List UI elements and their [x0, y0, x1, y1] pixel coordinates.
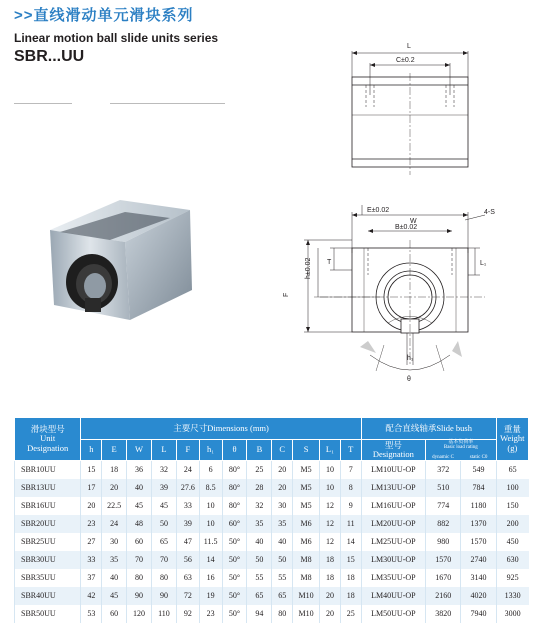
col-C: C	[272, 440, 293, 461]
table-cell: LM25UU-OP	[361, 533, 425, 551]
table-cell: 20	[320, 587, 341, 605]
col-E: E	[102, 440, 127, 461]
table-cell: 80°	[222, 497, 247, 515]
table-cell: 90	[152, 587, 177, 605]
table-row	[15, 587, 529, 605]
table-cell: 23	[81, 515, 102, 533]
table-cell: 30	[272, 497, 293, 515]
table-cell: 33	[81, 551, 102, 569]
dim-theta-label: θ	[407, 376, 411, 383]
bush-race	[84, 273, 106, 299]
table-cell: LM10UU-OP	[361, 460, 425, 479]
table-cell: 1370	[461, 515, 496, 533]
table-cell: 18	[102, 460, 127, 479]
col-W: W	[127, 440, 152, 461]
dim-F-label: F	[283, 292, 290, 297]
col-F: F	[176, 440, 199, 461]
table-cell: 36	[127, 460, 152, 479]
table-cell: 15	[81, 460, 102, 479]
table-cell: 7940	[461, 605, 496, 623]
table-row	[15, 515, 529, 533]
table-cell: 37	[81, 569, 102, 587]
table-cell: M5	[293, 497, 320, 515]
technical-drawing	[280, 35, 530, 430]
table-cell: 65	[247, 587, 272, 605]
table-cell: LM20UU-OP	[361, 515, 425, 533]
table-cell: 42	[81, 587, 102, 605]
table-cell: LM35UU-OP	[361, 569, 425, 587]
dim-4S-label: 4-S	[484, 209, 495, 216]
col-B: B	[247, 440, 272, 461]
table-row	[15, 533, 529, 551]
table-cell: 60	[102, 605, 127, 623]
dim-L1-label: L₁	[480, 260, 487, 267]
table-cell: 50°	[222, 551, 247, 569]
table-cell: 10	[199, 515, 222, 533]
table-cell: 7	[340, 460, 361, 479]
dim-W-label: W	[410, 218, 417, 225]
table-cell: 774	[426, 497, 461, 515]
table-cell: 1570	[461, 533, 496, 551]
table-row	[15, 569, 529, 587]
table-cell: 10	[320, 479, 341, 497]
bush-slot	[85, 298, 101, 312]
slide-bush-header: 配合直线轴承Slide bush	[361, 418, 496, 440]
model-series: SBR...UU	[14, 48, 85, 65]
table-cell: 32	[152, 460, 177, 479]
table-cell: 2160	[426, 587, 461, 605]
table-cell: 20	[272, 479, 293, 497]
dim-L-label: L	[407, 43, 411, 50]
table-cell: SBR10UU	[15, 460, 81, 479]
table-cell: 549	[461, 460, 496, 479]
table-cell: 50°	[222, 605, 247, 623]
table-cell: 25	[247, 460, 272, 479]
table-cell: 39	[152, 479, 177, 497]
dim-h1-label: h₁	[407, 355, 414, 362]
col-S: S	[293, 440, 320, 461]
table-cell: 35	[272, 515, 293, 533]
table-row	[15, 460, 529, 479]
table-cell: SBR30UU	[15, 551, 81, 569]
table-cell: 27.6	[176, 479, 199, 497]
col-L1: L₁	[320, 440, 341, 461]
table-cell: M8	[293, 569, 320, 587]
table-cell: 4020	[461, 587, 496, 605]
table-cell: 25	[340, 605, 361, 623]
table-cell: SBR40UU	[15, 587, 81, 605]
table-cell: 50	[247, 551, 272, 569]
table-cell: 24	[176, 460, 199, 479]
table-cell: 1180	[461, 497, 496, 515]
table-cell: 11.5	[199, 533, 222, 551]
table-cell: M10	[293, 587, 320, 605]
table-cell: 15	[340, 551, 361, 569]
table-cell: 16	[199, 569, 222, 587]
dimensions-header: 主要尺寸Dimensions (mm)	[81, 418, 361, 440]
table-cell: 630	[496, 551, 528, 569]
table-cell: 23	[199, 605, 222, 623]
table-cell: SBR35UU	[15, 569, 81, 587]
table-cell: 70	[152, 551, 177, 569]
table-cell: 92	[176, 605, 199, 623]
table-cell: 120	[127, 605, 152, 623]
bush-designation-header: 型号 Designation	[361, 440, 425, 461]
table-cell: 53	[81, 605, 102, 623]
table-cell: 45	[127, 497, 152, 515]
table-row	[15, 479, 529, 497]
table-cell: 18	[320, 569, 341, 587]
table-cell: 60°	[222, 515, 247, 533]
table-cell: M5	[293, 479, 320, 497]
table-cell: 10	[320, 460, 341, 479]
table-cell: 94	[247, 605, 272, 623]
divider-left	[14, 103, 72, 104]
table-cell: 450	[496, 533, 528, 551]
table-cell: M10	[293, 605, 320, 623]
table-cell: 30	[102, 533, 127, 551]
table-cell: 1570	[426, 551, 461, 569]
table-cell: 80°	[222, 460, 247, 479]
col-h1: h₁	[199, 440, 222, 461]
table-cell: 14	[340, 533, 361, 551]
table-cell: 63	[176, 569, 199, 587]
dim-h-label: h±0.02	[305, 257, 312, 279]
table-cell: M6	[293, 533, 320, 551]
table-cell: 3000	[496, 605, 528, 623]
table-cell: 70	[127, 551, 152, 569]
table-cell: 80	[127, 569, 152, 587]
page-title-cn: >>直线滑动单元滑块系列	[14, 7, 194, 24]
table-cell: SBR25UU	[15, 533, 81, 551]
table-cell: 90	[127, 587, 152, 605]
table-cell: 10	[199, 497, 222, 515]
table-cell: 40	[272, 533, 293, 551]
table-cell: 47	[176, 533, 199, 551]
table-cell: 48	[127, 515, 152, 533]
table-cell: 35	[247, 515, 272, 533]
table-cell: 28	[247, 479, 272, 497]
table-cell: 39	[176, 515, 199, 533]
table-cell: 45	[102, 587, 127, 605]
dim-E-label: E±0.02	[367, 207, 390, 214]
table-cell: 100	[496, 479, 528, 497]
table-cell: SBR16UU	[15, 497, 81, 515]
table-cell: 1670	[426, 569, 461, 587]
table-cell: M8	[293, 551, 320, 569]
weight-header: 重量 Weight (g)	[496, 418, 528, 461]
dim-B-label: B±0.02	[395, 224, 418, 231]
col-theta: θ	[222, 440, 247, 461]
table-cell: 80	[152, 569, 177, 587]
table-cell: 33	[176, 497, 199, 515]
table-cell: SBR50UU	[15, 605, 81, 623]
table-cell: 50°	[222, 533, 247, 551]
table-cell: LM40UU-OP	[361, 587, 425, 605]
table-cell: 50	[152, 515, 177, 533]
table-cell: 11	[340, 515, 361, 533]
table-cell: 784	[461, 479, 496, 497]
table-cell: 80	[272, 605, 293, 623]
table-cell: 50°	[222, 569, 247, 587]
table-cell: SBR13UU	[15, 479, 81, 497]
dim-C-label: C±0.2	[396, 57, 415, 64]
table-cell: M6	[293, 515, 320, 533]
table-cell: 18	[320, 551, 341, 569]
col-L: L	[152, 440, 177, 461]
table-cell: 12	[320, 533, 341, 551]
table-cell: 65	[272, 587, 293, 605]
table-cell: 40	[127, 479, 152, 497]
table-cell: 12	[320, 515, 341, 533]
table-cell: 40	[102, 569, 127, 587]
table-cell: 55	[247, 569, 272, 587]
table-cell: 72	[176, 587, 199, 605]
table-cell: 200	[496, 515, 528, 533]
table-cell: LM50UU-OP	[361, 605, 425, 623]
table-cell: 8.5	[199, 479, 222, 497]
spec-table	[14, 417, 529, 623]
unit-designation-header: 滑块型号 Unit Designation	[15, 418, 81, 461]
table-cell: 20	[102, 479, 127, 497]
col-T: T	[340, 440, 361, 461]
table-cell: LM16UU-OP	[361, 497, 425, 515]
table-cell: 980	[426, 533, 461, 551]
col-h: h	[81, 440, 102, 461]
table-cell: 60	[127, 533, 152, 551]
table-cell: 65	[496, 460, 528, 479]
table-cell: 80°	[222, 479, 247, 497]
table-cell: 372	[426, 460, 461, 479]
page-subtitle-en: Linear motion ball slide units series	[14, 31, 219, 45]
table-cell: 2740	[461, 551, 496, 569]
table-cell: 18	[340, 587, 361, 605]
slide-unit-photo	[40, 190, 215, 330]
table-cell: 22.5	[102, 497, 127, 515]
table-cell: 55	[272, 569, 293, 587]
table-cell: 510	[426, 479, 461, 497]
load-rating-header: 基本负荷率 Basic load rating dynamic C static C0	[426, 440, 497, 461]
table-cell: 20	[272, 460, 293, 479]
table-cell: 40	[247, 533, 272, 551]
table-cell: 17	[81, 479, 102, 497]
table-cell: 35	[102, 551, 127, 569]
table-cell: 6	[199, 460, 222, 479]
table-cell: 50	[272, 551, 293, 569]
table-cell: 110	[152, 605, 177, 623]
table-cell: LM13UU-OP	[361, 479, 425, 497]
table-cell: 24	[102, 515, 127, 533]
table-cell: LM30UU-OP	[361, 551, 425, 569]
table-cell: 9	[340, 497, 361, 515]
table-cell: 12	[320, 497, 341, 515]
table-cell: 20	[320, 605, 341, 623]
dim-T-label: T	[327, 259, 332, 266]
table-cell: 882	[426, 515, 461, 533]
table-row	[15, 497, 529, 515]
table-cell: 27	[81, 533, 102, 551]
table-cell: 45	[152, 497, 177, 515]
table-cell: 65	[152, 533, 177, 551]
table-cell: 8	[340, 479, 361, 497]
table-cell: 1330	[496, 587, 528, 605]
table-cell: 50°	[222, 587, 247, 605]
table-cell: 19	[199, 587, 222, 605]
table-row	[15, 551, 529, 569]
table-cell: 925	[496, 569, 528, 587]
table-cell: M5	[293, 460, 320, 479]
table-cell: 150	[496, 497, 528, 515]
divider-right	[110, 103, 225, 104]
table-cell: 14	[199, 551, 222, 569]
table-cell: 20	[81, 497, 102, 515]
table-cell: 3140	[461, 569, 496, 587]
table-cell: SBR20UU	[15, 515, 81, 533]
table-cell: 56	[176, 551, 199, 569]
table-cell: 18	[340, 569, 361, 587]
table-cell: 32	[247, 497, 272, 515]
table-cell: 3820	[426, 605, 461, 623]
